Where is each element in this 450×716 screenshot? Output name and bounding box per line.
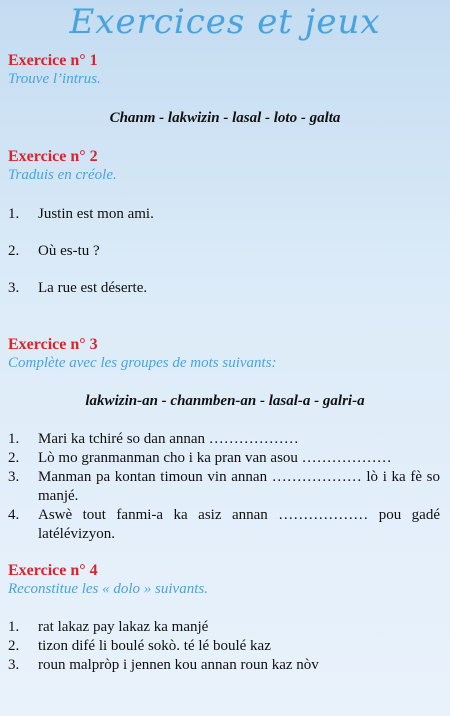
item-text: Manman pa kontan timoun vin annan ……………… lò i ka fè so manjé. <box>38 469 440 504</box>
item-number: 3. <box>8 280 20 296</box>
item-text: Lò mo granmanman cho i ka pran van asou ……………… <box>38 450 392 466</box>
exercise-1-word-list: Chanm - lakwizin - lasal - loto - galta <box>109 110 341 126</box>
item-number: 2. <box>8 638 20 654</box>
exercise-1-heading: Exercice n° 1 <box>8 52 98 69</box>
item-number: 2. <box>8 450 20 466</box>
item-number: 3. <box>8 657 20 673</box>
item-text: roun malpròp i jennen kou annan roun kaz nòv <box>38 657 319 673</box>
exercise-2-heading: Exercice n° 2 <box>8 148 98 165</box>
item-text: Justin est mon ami. <box>38 206 154 222</box>
item-number: 4. <box>8 507 20 523</box>
item-text: Mari ka tchiré so dan annan ……………… <box>38 431 299 447</box>
exercise-3-heading: Exercice n° 3 <box>8 336 98 353</box>
item-text: La rue est déserte. <box>38 280 148 296</box>
page-title: Exercices et jeux <box>69 2 381 42</box>
item-text: rat lakaz pay lakaz ka manjé <box>38 619 209 635</box>
exercise-3-word-list: lakwizin-an - chanmben-an - lasal-a - galri-a <box>85 393 365 409</box>
item-number: 1. <box>8 431 20 447</box>
item-number: 1. <box>8 206 20 222</box>
item-text: Où es-tu ? <box>38 243 100 259</box>
item-number: 2. <box>8 243 20 259</box>
exercise-4-instruction: Reconstitue les « dolo » suivants. <box>8 581 208 597</box>
exercise-4-heading: Exercice n° 4 <box>8 562 98 579</box>
exercise-3-instruction: Complète avec les groupes de mots suivants: <box>8 355 277 371</box>
item-text: Aswè tout fanmi-a ka asiz annan ……………… pou gadé latélévizyon. <box>38 507 440 542</box>
exercise-2-instruction: Traduis en créole. <box>8 167 117 183</box>
exercise-1-instruction: Trouve l’intrus. <box>8 71 101 87</box>
item-number: 1. <box>8 619 20 635</box>
item-text: tizon difé li boulé sokò. té lé boulé kaz <box>38 638 271 654</box>
item-number: 3. <box>8 469 20 485</box>
